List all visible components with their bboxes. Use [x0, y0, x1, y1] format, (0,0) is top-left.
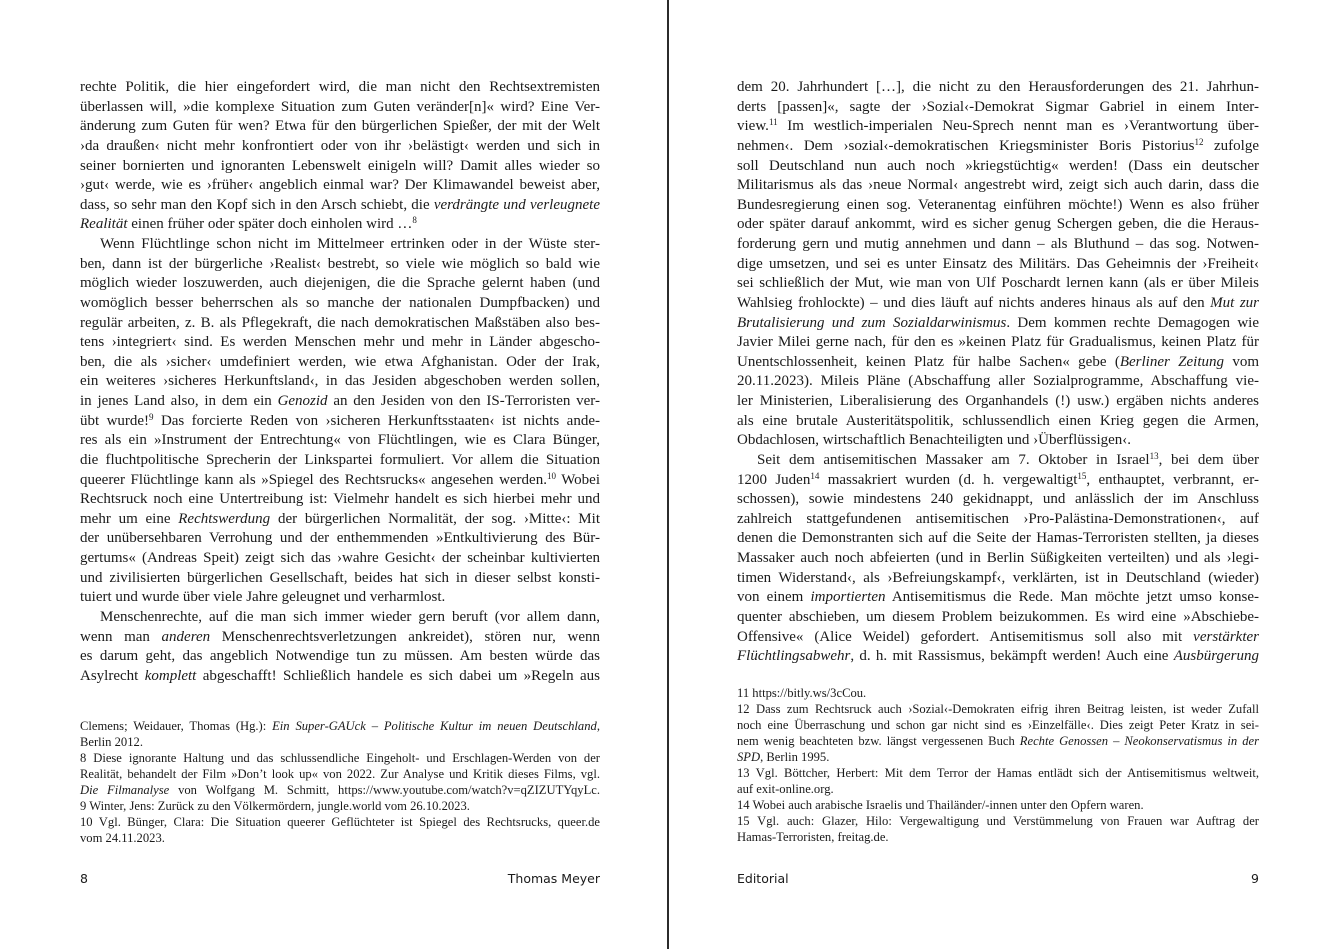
text-line	[737, 749, 1259, 765]
text-run: gertums« (Andreas Speit) zeigt sich das ›wahre Gesicht‹ der scheinbar kultivierten	[80, 550, 600, 566]
italic-run: Realität	[80, 216, 128, 233]
text-line	[737, 829, 1259, 845]
text-run: Realität, behandelt der Film »Don’t look up« von 2022. Zur Analyse und Kritik dieses Films, vgl.	[80, 767, 600, 781]
text-line	[80, 412, 600, 432]
text-run: noch eine Überraschung und schon gar nicht sind es ›Einzelfälle‹. Dies zeigt Peter Kratz in sei-	[737, 718, 1259, 732]
text-line	[80, 196, 600, 216]
text-line	[80, 766, 600, 782]
text-run: als eine brutale Austeritätspolitik, schlussendlich einen Krieg gegen die Armen,	[737, 412, 1259, 429]
text-run: 11 https://bitly.ws/3cCou.	[737, 686, 867, 700]
text-run: 15 Vgl. auch: Glazer, Hilo: Vergewaltigung und Verstümmelung von Frauen war Auftrag der	[737, 814, 1259, 828]
text-line	[737, 431, 1259, 451]
text-run: Das forcierte Reden von ›sicheren Herkunftsstaaten‹ ist nichts ande-	[153, 412, 600, 429]
page-number: 9	[1251, 871, 1259, 886]
text-run: ein weiteres ›sicheres Herkunftsland‹, in das Jesiden abgeschoben werden sollen,	[80, 373, 600, 390]
italic-run: SPD	[737, 750, 761, 764]
text-run: quenter abschieben, um diesem Problem beizukommen. Es wird eine »Abschiebe-	[737, 608, 1259, 625]
text-line	[737, 157, 1259, 177]
text-run: mehr um eine	[80, 510, 179, 527]
text-run: von einem	[737, 589, 811, 606]
text-run: es darum geht, das angeblich Notwendige tun zu müssen. Am besten würde das	[80, 648, 600, 665]
text-run: Obdachlosen, wirtschaftlich Benachteiligten und ›Überflüssigen‹.	[737, 432, 1132, 449]
text-run: ben, die als ›sicher‹ umdefiniert werden, wie etwa Afghanistan. Oder der Irak,	[80, 353, 600, 370]
text-run: 10 Vgl. Bünger, Clara: Die Situation queerer Geflüchteter ist Spiegel des Rechtsrucks, queer.de	[80, 815, 600, 829]
text-line	[80, 510, 600, 530]
text-line	[737, 78, 1259, 98]
text-line	[737, 196, 1259, 216]
text-line	[80, 490, 600, 510]
text-run: 9 Winter, Jens: Zurück zu den Völkermördern, jungle.world vom 26.10.2023.	[80, 799, 470, 813]
footnote-ref: 11	[768, 117, 778, 128]
italic-run: importierten	[810, 589, 886, 606]
text-run: ben, dann ist der bürgerliche ›Realist‹ bestrebt, so viele wie möglich so bald wie	[80, 255, 600, 272]
text-line	[737, 765, 1259, 781]
text-line	[80, 628, 600, 648]
text-run: vom	[1224, 353, 1260, 370]
footnote-ref: 14	[810, 470, 820, 481]
text-line	[80, 471, 600, 491]
text-run: änderung zum Guten für wen? Etwa für den bürgerlichen Spießer, der mit der Welt	[80, 118, 600, 135]
text-run: Menschenrechte, auf die man sich immer wieder gern beruft (vor allem dann,	[100, 608, 600, 625]
text-line	[737, 274, 1259, 294]
text-run: view.	[737, 118, 769, 135]
text-run: einen früher oder später doch einholen wird …	[127, 216, 413, 233]
text-run: und zivilisierten bürgerlichen Gesellschaft, beides hat sich in dieser selbst konsti-	[80, 569, 600, 586]
text-run: regulär arbeiten, z. B. als Pflegekraft, die nach demokratischen Maßstäben also bes-	[80, 314, 600, 331]
text-run: rechte Politik, die hier eingefordert wird, die man nicht den Rechtsextremisten	[80, 79, 600, 95]
text-run: Asylrecht	[80, 667, 145, 684]
running-head: Editorial	[737, 871, 789, 886]
text-run: Militarismus als das ›neue Normal‹ angestrebt wird, zeigt sich auch darin, dass die	[737, 177, 1259, 194]
text-line	[737, 451, 1259, 471]
text-line	[80, 353, 600, 373]
text-run: Massaker auch noch abfeierten (und in Berlin Süßigkeiten verteilten) und als ›legi-	[737, 550, 1259, 566]
text-line	[737, 781, 1259, 797]
text-line	[737, 137, 1259, 157]
text-run: , bei dem über	[1158, 451, 1259, 468]
footnote-ref: 9	[149, 411, 154, 422]
text-line	[737, 717, 1259, 733]
text-run: übt wurde!	[80, 412, 150, 429]
text-line	[737, 255, 1259, 275]
text-run: die fluchtpolitische Sprecherin der Linkspartei formuliert. Vor allem die Situation	[80, 451, 600, 468]
text-run: womöglich besser beherrschen als so manche der nationalen Dumpfbacken) und	[80, 294, 600, 311]
footnote-ref: 10	[546, 470, 556, 481]
text-run: in jenes Land also, in dem ein	[80, 393, 278, 409]
footnote-ref: 12	[1194, 136, 1204, 147]
text-line	[80, 78, 600, 98]
text-line	[737, 392, 1259, 412]
italic-run: Ausbürgerung	[1173, 648, 1259, 665]
footnotes	[80, 718, 600, 846]
text-run: seiner bornierten und ignoranten Lebenswelt einigeln will? Damit alles wieder so	[80, 157, 600, 174]
text-line	[737, 490, 1259, 510]
text-line	[80, 431, 600, 451]
text-run: an den Jesiden von den IS-Terroristen ver-	[327, 393, 600, 409]
text-run: 1200 Juden	[737, 471, 811, 488]
text-line	[80, 798, 600, 814]
page-number: 8	[80, 871, 88, 886]
text-run: , Berlin 1995.	[760, 750, 830, 764]
italic-run: Rechtswerdung	[178, 510, 271, 527]
footnote-ref: 8	[412, 215, 417, 226]
body-text	[80, 78, 600, 686]
text-run: queerer Flüchtlinge kann als »Spiegel des Rechtsrucks« angesehen werden.	[80, 471, 547, 488]
text-run: der bürgerlichen Normalität, der sog. ›Mitte‹: Mit	[270, 510, 600, 527]
text-line	[737, 628, 1259, 648]
left-page	[80, 0, 600, 949]
text-run: derts [passen]«, sagte der ›Sozial‹-Demokrat Sigmar Gabriel in einem Inter-	[737, 98, 1259, 115]
text-run: , enthauptet, verbrannt, er-	[1086, 471, 1259, 488]
text-line	[80, 451, 600, 471]
text-run: wenn man	[80, 628, 162, 645]
text-line	[80, 98, 600, 118]
text-run: Unentschlossenheit, keinen Platz für halbe Sachen« gebe (	[737, 353, 1120, 370]
text-run: tuiert und wurde über viele Jahre geleugnet und verharmlost.	[80, 589, 446, 606]
body-text	[737, 78, 1259, 667]
italic-run: verstärkter	[1193, 628, 1259, 645]
text-line	[80, 255, 600, 275]
text-line	[80, 782, 600, 798]
italic-run: Rechte Genossen – Neokonservatismus in der	[1019, 734, 1259, 748]
text-line	[80, 830, 600, 846]
text-run: von Wolfgang M. Schmitt, https://www.youtube.com/watch?v=qZIZUTYqyLc.	[169, 783, 600, 797]
text-run: abgeschafft! Schließlich handele es sich dabei um »Regeln aus	[196, 667, 600, 684]
text-line	[737, 353, 1259, 373]
text-run: dem 20. Jahrhundert […], die nicht zu den Herausforderungen des 21. Jahrhun-	[737, 79, 1259, 95]
text-line	[80, 647, 600, 667]
text-line	[737, 235, 1259, 255]
text-run: schossen), sowie mindestens 240 gekidnappt, und anlässlich der im Anschluss	[737, 491, 1259, 508]
text-line	[80, 176, 600, 196]
text-run: Wahlsieg frohlockte) – und dies läuft auf nichts anderes hinaus als auf den	[737, 294, 1211, 311]
text-line	[80, 588, 600, 608]
text-line	[737, 569, 1259, 589]
text-run: . Dem kommen rechte Demagogen wie	[1006, 314, 1259, 331]
text-run: Antisemitismus die Rede. Man möchte jetzt umso konse-	[885, 589, 1259, 606]
text-run: oder später darauf ankommt, wird es sicher genug Schergen geben, die die Heraus-	[737, 216, 1259, 233]
text-line	[737, 98, 1259, 118]
text-line	[80, 333, 600, 353]
page-footer	[80, 871, 600, 886]
text-line	[737, 549, 1259, 569]
text-run: 13 Vgl. Böttcher, Herbert: Mit dem Terror der Hamas entlädt sich der Antisemitismus weltweit,	[737, 766, 1259, 780]
text-line	[737, 685, 1259, 701]
text-run: ,	[596, 719, 600, 733]
text-run: forderung gern und mutig annehmen und dann – als Bluthund – das sog. Notwen-	[737, 236, 1259, 252]
page-footer	[737, 871, 1259, 886]
text-line	[80, 137, 600, 157]
text-line	[737, 813, 1259, 829]
text-run: Im westlich-imperialen Neu-Sprech nennt man es ›Verantwortung über-	[777, 118, 1259, 135]
italic-run: Genozid	[277, 393, 328, 409]
text-line	[737, 176, 1259, 196]
text-line	[80, 734, 600, 750]
text-run: Wenn Flüchtlinge schon nicht im Mittelmeer ertrinken oder in der Wüste ster-	[100, 236, 600, 252]
text-line	[737, 294, 1259, 314]
text-run: nehmen‹. Dem ›sozial‹-demokratischen Kriegsminister Boris Pistorius	[737, 137, 1195, 154]
text-run: soll Deutschland nun auch noch »kriegstüchtig« werden! (Dass ein deutscher	[737, 157, 1259, 174]
italic-run: Die Filmanalyse	[80, 783, 170, 797]
text-line	[80, 392, 600, 412]
text-run: ler Ministerien, Liberalisierung des Organhandels (!) usw.) ergäben nichts anderes	[737, 393, 1259, 409]
text-line	[80, 372, 600, 392]
footnotes	[737, 685, 1259, 845]
running-head: Thomas Meyer	[507, 871, 600, 886]
text-run: 12 Dass zum Rechtsruck auch ›Sozial‹-Demokraten eifrig ihren Beitrag leisten, ist weder Zufall	[737, 702, 1259, 716]
text-line	[737, 372, 1259, 392]
text-line	[80, 215, 600, 235]
text-run: Offensive« (Alice Weidel) gefordert. Antisemitismus soll also mit	[737, 628, 1194, 645]
text-run: der unübersehbaren Verrohung und der enthemmenden »Entkultivierung des Bür-	[80, 530, 600, 547]
text-run: 8 Diese ignorante Haltung und das schlussendliche Eingeholt- und Erschlagen-Werden von der	[80, 751, 600, 765]
text-run: überlassen will, »die komplexe Situation zum Guten veränder[n]« wird? Eine Ver-	[80, 98, 600, 115]
text-line	[737, 529, 1259, 549]
text-run: Menschenrechtsverletzungen ankreidet), stören nur, wenn	[210, 628, 600, 645]
text-line	[737, 647, 1259, 667]
text-line	[737, 215, 1259, 235]
text-line	[80, 529, 600, 549]
italic-run: Ein Super-GAUck – Politische Kultur im neuen Deutschland	[272, 719, 597, 733]
text-line	[737, 797, 1259, 813]
text-run: vom 24.11.2023.	[80, 831, 165, 845]
text-run: 20.11.2023). Mileis Pläne (Abschaffung aller Sozialprogramme, Abschaffung vie-	[737, 373, 1259, 390]
text-line	[737, 510, 1259, 530]
footnote-ref: 13	[1149, 450, 1159, 461]
text-run: sei schließlich der Mut, wie man von Ulf Poschardt lernen kann (als er über Mileis	[737, 275, 1259, 292]
page-gutter-divider	[667, 0, 669, 949]
text-line	[80, 814, 600, 830]
text-line	[80, 274, 600, 294]
text-run: Seit dem antisemitischen Massaker am 7. Oktober in Israel	[757, 451, 1150, 468]
text-run: denen die Demonstranten sich auf die Seite der Hamas-Terroristen stellten, ja dieses	[737, 530, 1259, 547]
text-run: massakriert wurden (d. h. vergewaltigt	[819, 471, 1078, 488]
text-line	[80, 718, 600, 734]
text-run: zahlreich stattgefundenen antisemitischen ›Pro-Palästina-Demonstrationen‹, auf	[737, 510, 1259, 527]
text-run: res als ein »Instrument der Entrechtung« von Flüchtlingen, wie es Clara Bünger,	[80, 432, 600, 449]
text-line	[737, 701, 1259, 717]
text-run: Hamas-Terroristen, freitag.de.	[737, 830, 889, 844]
text-run: tens ›integriert‹ sind. Es werden Menschen mehr und mehr in Länder abgescho-	[80, 334, 600, 351]
text-line	[80, 569, 600, 589]
italic-run: Brutalisierung und zum Sozialdarwinismus	[737, 314, 1007, 331]
text-run: dige umsetzen, und sei es unter Einsatz des Militärs. Das Geheimnis der ›Freiheit‹	[737, 255, 1259, 272]
text-run: Rechtsruck noch eine Untertreibung ist: Vielmehr handelt es sich hierbei mehr und	[80, 491, 600, 508]
text-run: 14 Wobei auch arabische Israelis und Thailänder/-innen unter den Opfern waren.	[737, 798, 1144, 812]
text-line	[80, 235, 600, 255]
text-run: Javier Milei gerne nach, für den es »keinen Platz für Gradualismus, keinen Platz für	[737, 334, 1259, 351]
text-run: möglich wieder loszuwerden, auch diejenigen, die die Sprache gelernt haben (und	[80, 275, 600, 292]
text-line	[737, 314, 1259, 334]
text-line	[737, 333, 1259, 353]
italic-run: verdrängte und verleugnete	[433, 196, 600, 213]
text-run: ›da draußen‹ nicht mehr konfrontiert oder von ihr ›belästigt‹ werden und sich in	[80, 137, 600, 154]
text-run: ›gut‹ werde, wie es ›früher‹ angeblich einmal war? Der Klimawandel beweist aber,	[80, 177, 600, 194]
text-line	[80, 157, 600, 177]
italic-run: Berliner Zeitung	[1119, 353, 1224, 370]
text-run: auf exit-online.org.	[737, 782, 834, 796]
right-page	[737, 0, 1259, 949]
text-line	[737, 608, 1259, 628]
text-line	[80, 314, 600, 334]
text-line	[737, 117, 1259, 137]
italic-run: Mut zur	[1210, 294, 1259, 311]
text-line	[80, 750, 600, 766]
text-run: timen Widerstand‹, als ›Befreiungskampf‹, verklärten, ist in Deutschland (wieder)	[737, 569, 1259, 586]
italic-run: Flüchtlingsabwehr	[737, 648, 851, 665]
text-line	[737, 588, 1259, 608]
text-line	[737, 733, 1259, 749]
footnote-ref: 15	[1077, 470, 1087, 481]
text-run: Wobei	[555, 471, 601, 488]
text-line	[80, 549, 600, 569]
text-line	[80, 117, 600, 137]
text-run: zufolge	[1203, 137, 1260, 154]
text-line	[737, 471, 1259, 491]
text-run: Bundesregierung einen sog. Veteranentag einführen möchte!) Wenn es also früher	[737, 196, 1259, 213]
italic-run: anderen	[161, 628, 211, 645]
text-line	[80, 667, 600, 687]
text-run: nem wenig beachteten bzw. längst vergessenen Buch	[737, 734, 1020, 748]
text-run: , d. h. mit Rassismus, bekämpft werden! Auch eine	[850, 648, 1174, 665]
text-run: Berlin 2012.	[80, 735, 143, 749]
text-line	[80, 294, 600, 314]
italic-run: komplett	[144, 667, 197, 684]
text-run: dass, so sehr man den Kopf sich in den Arsch schiebt, die	[80, 196, 434, 213]
text-line	[737, 412, 1259, 432]
text-line	[80, 608, 600, 628]
text-run: Clemens; Weidauer, Thomas (Hg.):	[80, 719, 273, 733]
